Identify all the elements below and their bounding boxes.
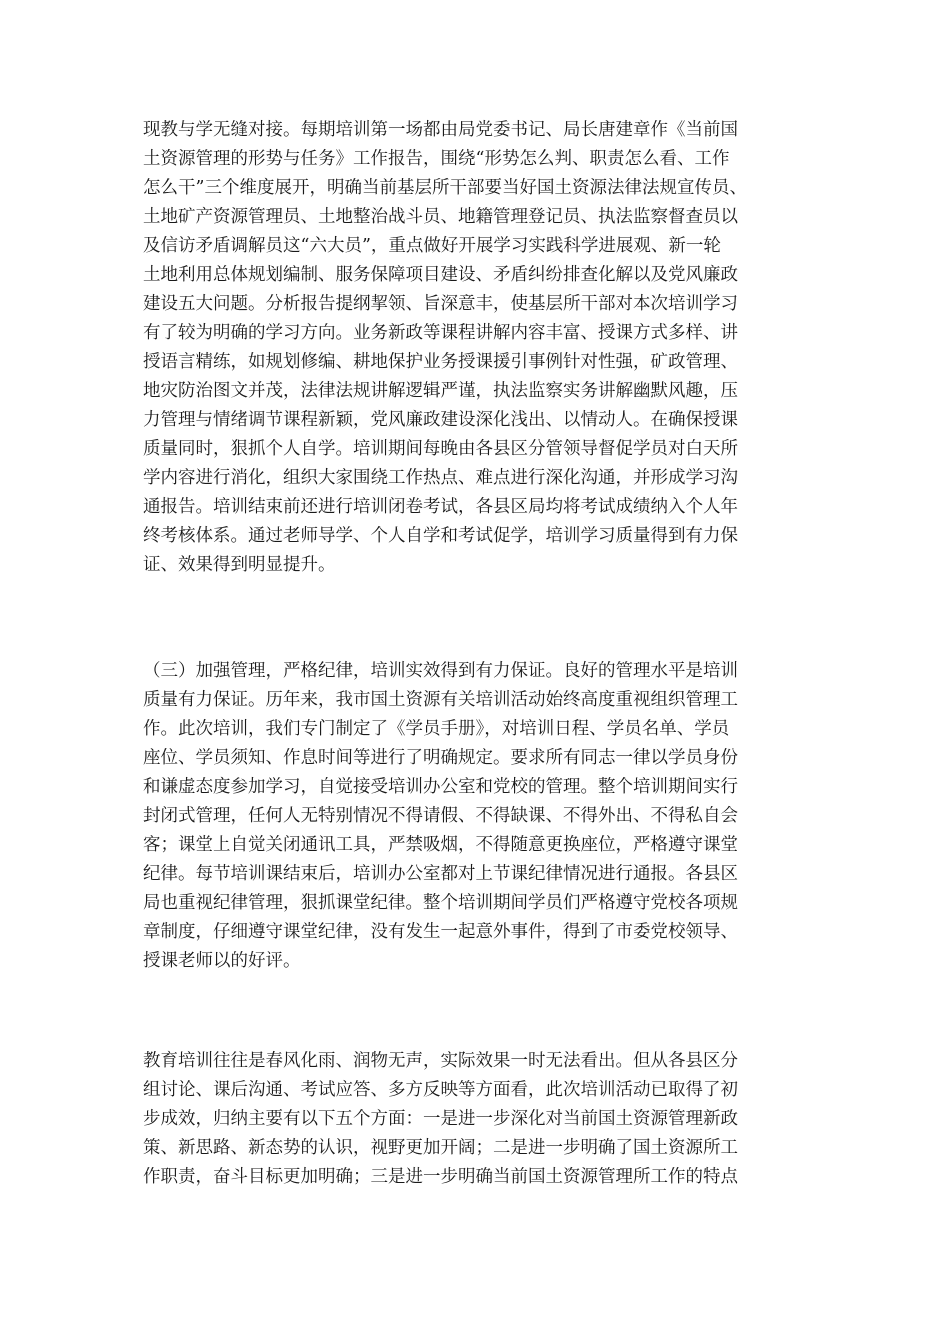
paragraph-training-results: [143, 1047, 823, 1192]
text-line: 土地矿产资源管理员、土地整治战斗员、地籍管理登记员、执法监察督查员以: [143, 207, 738, 227]
text-line: 通报告。培训结束前还进行培训闭卷考试，各县区局均将考试成绩纳入个人年: [143, 497, 738, 517]
text-line: 有了较为明确的学习方向。业务新政等课程讲解内容丰富、授课方式多样、讲: [143, 323, 738, 343]
text-line: 质量同时，狠抓个人自学。培训期间每晚由各县区分管领导督促学员对白天所: [143, 439, 738, 459]
text-line: 客；课堂上自觉关闭通讯工具，严禁吸烟，不得随意更换座位，严格遵守课堂: [143, 835, 738, 855]
text-line: 地灾防治图文并茂，法律法规讲解逻辑严谨，执法监察实务讲解幽默风趣，压: [143, 381, 738, 401]
paragraph-management-discipline: [143, 657, 823, 976]
text-line: 土资源管理的形势与任务》工作报告，围绕“形势怎么判、职责怎么看、工作: [143, 149, 730, 169]
text-line: 授语言精练，如规划修编、耕地保护业务授课援引事例针对性强，矿政管理、: [143, 352, 738, 372]
text-line: 和谦虚态度参加学习，自觉接受培训办公室和党校的管理。整个培训期间实行: [143, 777, 738, 797]
text-line: 怎么干”三个维度展开，明确当前基层所干部要当好国土资源法律法规宣传员、: [143, 178, 747, 198]
text-line: 教育培训往往是春风化雨、润物无声，实际效果一时无法看出。但从各县区分: [143, 1051, 738, 1071]
text-line: （三）加强管理，严格纪律，培训实效得到有力保证。良好的管理水平是培训: [143, 661, 738, 681]
text-line: 作。此次培训，我们专门制定了《学员手册》，对培训日程、学员名单、学员: [143, 719, 730, 739]
text-line: 封闭式管理，任何人无特别情况不得请假、不得缺课、不得外出、不得私自会: [143, 806, 738, 826]
text-line: 步成效，归纳主要有以下五个方面：一是进一步深化对当前国土资源管理新政: [143, 1109, 738, 1129]
text-line: 及信访矛盾调解员这“六大员”，重点做好开展学习实践科学进展观、新一轮: [143, 236, 721, 256]
text-line: 学内容进行消化，组织大家围绕工作热点、难点进行深化沟通，并形成学习沟: [143, 468, 738, 488]
paragraph-training-content: [143, 116, 823, 580]
text-line: 质量有力保证。历年来，我市国土资源有关培训活动始终高度重视组织管理工: [143, 690, 738, 710]
text-line: 组讨论、课后沟通、考试应答、多方反映等方面看，此次培训活动已取得了初: [143, 1080, 738, 1100]
text-line: 座位、学员须知、作息时间等进行了明确规定。要求所有同志一律以学员身份: [143, 748, 738, 768]
text-line: 土地利用总体规划编制、服务保障项目建设、矛盾纠纷排查化解以及党风廉政: [143, 265, 738, 285]
text-line: 现教与学无缝对接。每期培训第一场都由局党委书记、局长唐建章作《当前国: [143, 120, 738, 140]
text-line: 纪律。每节培训课结束后，培训办公室都对上节课纪律情况进行通报。各县区: [143, 864, 738, 884]
text-line: 证、效果得到明显提升。: [143, 555, 336, 575]
text-line: 策、新思路、新态势的认识，视野更加开阔；二是进一步明确了国土资源所工: [143, 1138, 738, 1158]
text-line: 局也重视纪律管理，狠抓课堂纪律。整个培训期间学员们严格遵守党校各项规: [143, 893, 738, 913]
text-line: 作职责，奋斗目标更加明确；三是进一步明确当前国土资源管理所工作的特点: [143, 1167, 738, 1187]
text-line: 力管理与情绪调节课程新颖，党风廉政建设深化浅出、以情动人。在确保授课: [143, 410, 738, 430]
text-line: 章制度，仔细遵守课堂纪律，没有发生一起意外事件，得到了市委党校领导、: [143, 922, 738, 942]
text-line: 建设五大问题。分析报告提纲挈领、旨深意丰，使基层所干部对本次培训学习: [143, 294, 738, 314]
text-line: 授课老师以的好评。: [143, 951, 301, 971]
text-line: 终考核体系。通过老师导学、个人自学和考试促学，培训学习质量得到有力保: [143, 526, 738, 546]
